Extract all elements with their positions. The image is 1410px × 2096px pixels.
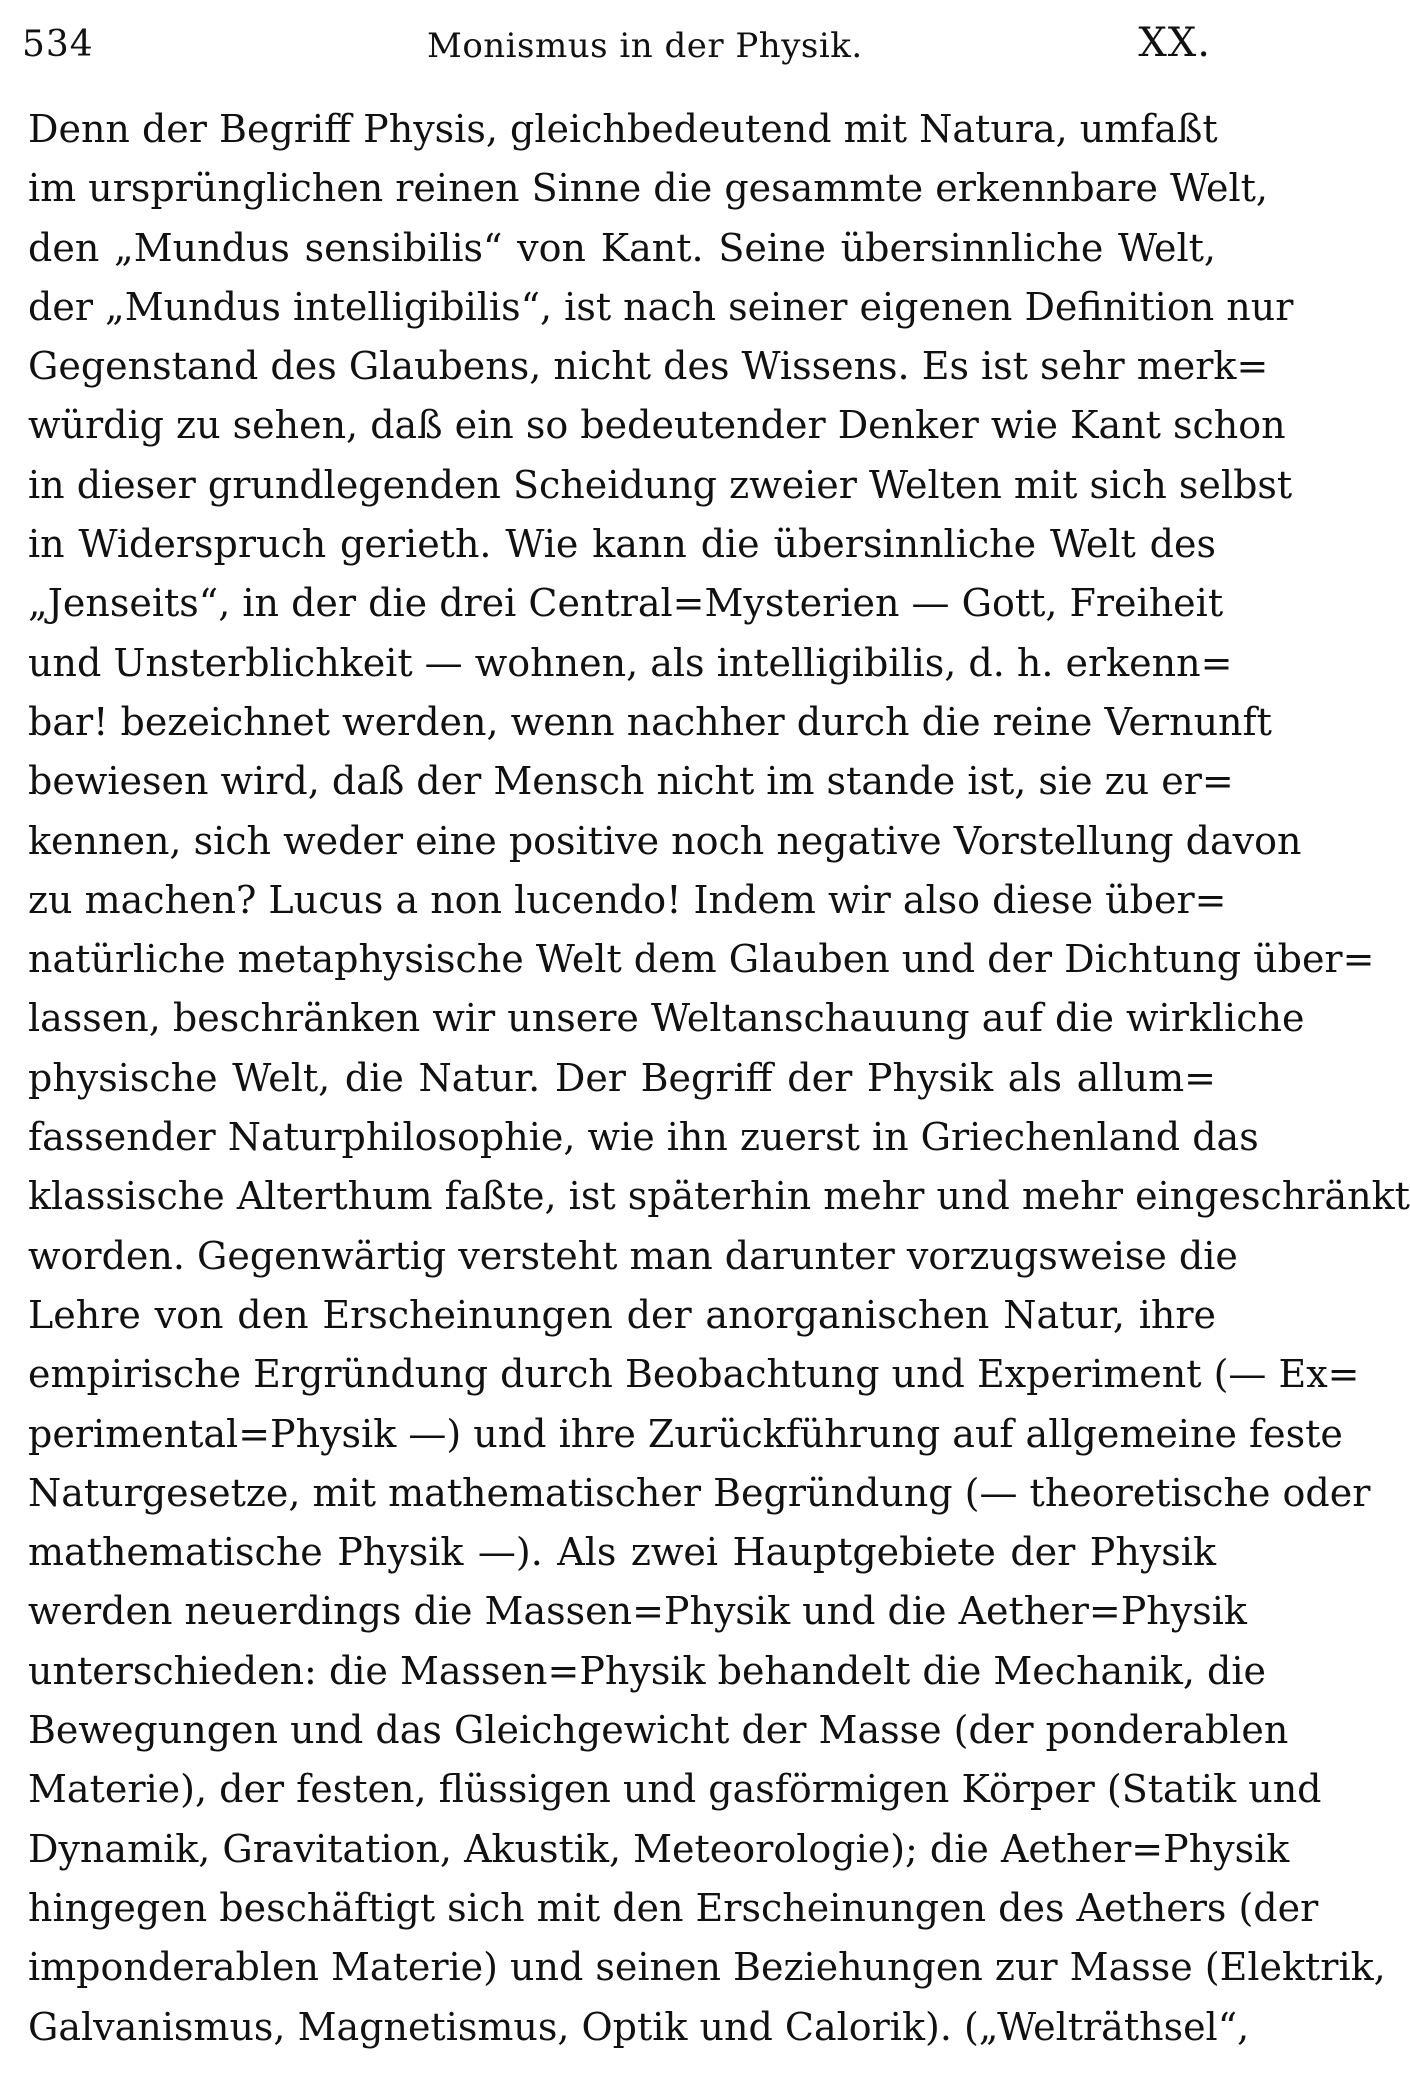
text-line: Dynamik, Gravitation, Akustik, Meteorologie); die Aether=Physik <box>28 1826 1290 1871</box>
page-number: 534 <box>22 24 94 65</box>
text-line: physische Welt, die Natur. Der Begriff der Physik als allum= <box>28 1055 1216 1100</box>
text-line: klassische Alterthum faßte, ist späterhin mehr und mehr eingeschränkt <box>28 1174 1410 1219</box>
text-line: bar! bezeichnet werden, wenn nachher durch die reine Vernunft <box>28 699 1272 744</box>
text-line: in dieser grundlegenden Scheidung zweier Welten mit sich selbst <box>28 462 1293 507</box>
text-line: empirische Ergründung durch Beobachtung und Experiment (— Ex= <box>28 1352 1360 1397</box>
text-line: in Widerspruch gerieth. Wie kann die übersinnliche Welt des <box>28 522 1216 567</box>
text-line: den „Mundus sensibilis“ von Kant. Seine übersinnliche Welt, <box>28 225 1216 270</box>
text-line: der „Mundus intelligibilis“, ist nach seiner eigenen Definition nur <box>28 284 1294 329</box>
text-line: worden. Gegenwärtig versteht man darunter vorzugsweise die <box>28 1233 1238 1278</box>
text-line: mathematische Physik —). Als zwei Hauptgebiete der Physik <box>28 1530 1216 1575</box>
text-line: Gegenstand des Glaubens, nicht des Wissens. Es ist sehr merk= <box>28 344 1269 389</box>
text-line: perimental=Physik —) und ihre Zurückführung auf allgemeine feste <box>28 1411 1343 1456</box>
body-text <box>28 100 1410 2057</box>
running-title: Monismus in der Physik. <box>427 26 863 66</box>
text-line: Galvanismus, Magnetismus, Optik und Calorik). („Welträthsel“, <box>28 2004 1250 2049</box>
text-line: hingegen beschäftigt sich mit den Erscheinungen des Aethers (der <box>28 1885 1319 1930</box>
text-line: natürliche metaphysische Welt dem Glauben und der Dichtung über= <box>28 937 1375 982</box>
text-line: würdig zu sehen, daß ein so bedeutender Denker wie Kant schon <box>28 403 1286 448</box>
chapter-number: XX. <box>1138 20 1211 66</box>
text-line: bewiesen wird, daß der Mensch nicht im stande ist, sie zu er= <box>28 759 1234 804</box>
text-line: lassen, beschränken wir unsere Weltanschauung auf die wirkliche <box>28 996 1305 1041</box>
page-header <box>22 16 1211 76</box>
text-line: und Unsterblichkeit — wohnen, als intelligibilis, d. h. erkenn= <box>28 640 1233 685</box>
text-line: „Jenseits“, in der die drei Central=Mysterien — Gott, Freiheit <box>28 581 1224 626</box>
text-line: zu machen? Lucus a non lucendo! Indem wir also diese über= <box>28 877 1227 922</box>
text-line: im ursprünglichen reinen Sinne die gesammte erkennbare Welt, <box>28 166 1268 211</box>
text-line: Naturgesetze, mit mathematischer Begründung (— theoretische oder <box>28 1470 1371 1515</box>
text-line: Bewegungen und das Gleichgewicht der Masse (der ponderablen <box>28 1708 1289 1753</box>
text-line: Materie), der festen, flüssigen und gasförmigen Körper (Statik und <box>28 1767 1322 1812</box>
text-line: Denn der Begriff Physis, gleichbedeutend mit Natura, umfaßt <box>28 107 1218 151</box>
text-line: werden neuerdings die Massen=Physik und die Aether=Physik <box>28 1589 1247 1634</box>
text-line: kennen, sich weder eine positive noch negative Vorstellung davon <box>28 818 1302 863</box>
text-line: unterschieden: die Massen=Physik behandelt die Mechanik, die <box>28 1648 1266 1693</box>
text-line: imponderablen Materie) und seinen Beziehungen zur Masse (Elektrik, <box>28 1945 1386 1990</box>
text-line: Lehre von den Erscheinungen der anorganischen Natur, ihre <box>28 1292 1216 1337</box>
text-line: fassender Naturphilosophie, wie ihn zuerst in Griechenland das <box>28 1115 1259 1160</box>
